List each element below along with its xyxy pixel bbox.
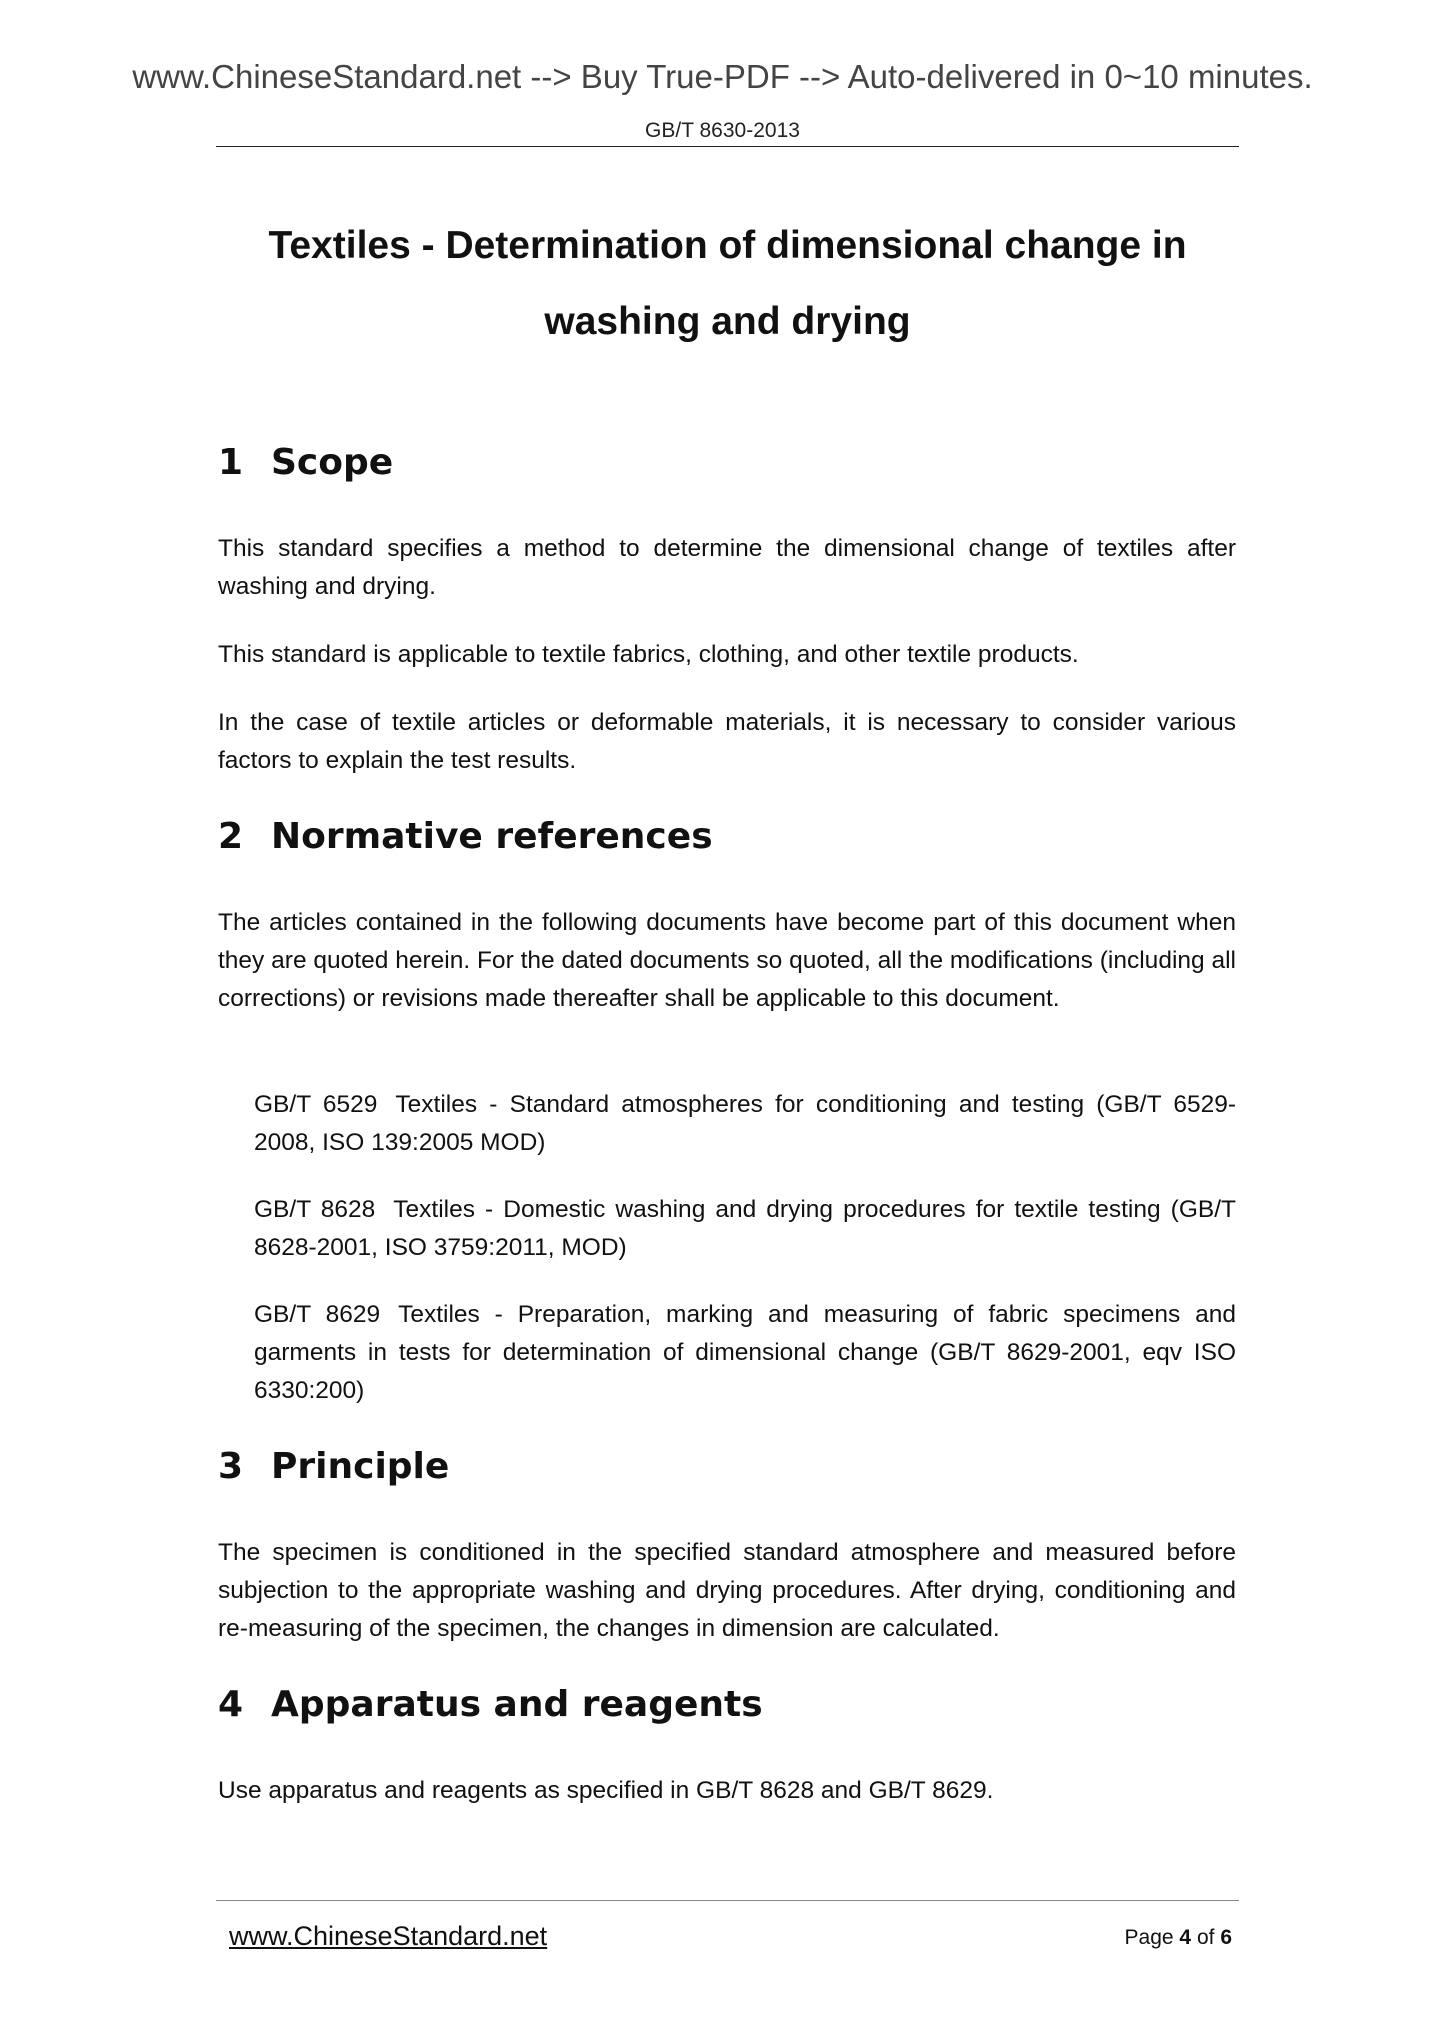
reference-text: Textiles - Standard atmospheres for conditioning and testing (GB/T 6529-2008, ISO 139:2005 MOD) <box>254 1091 1236 1156</box>
reference-text: Textiles - Domestic washing and drying procedures for textile testing (GB/T 8628-2001, ISO 3759:2011, MOD) <box>254 1196 1236 1261</box>
section-number: 3 <box>218 1446 244 1487</box>
section-number: 4 <box>218 1684 244 1725</box>
title-line-1: Textiles - Determination of dimensional change in <box>268 224 1187 267</box>
normative-intro-paragraph: The articles contained in the following documents have become part of this document when they are quoted herein. For the dated documents so quoted, all the modifications (including all corrections) or revisions made thereafter shall be applicable to this document. <box>218 909 1236 1012</box>
section-heading-apparatus <box>218 1684 763 1725</box>
page-total: 6 <box>1220 1926 1232 1949</box>
section-title: Scope <box>271 442 394 483</box>
reference-text: Textiles - Preparation, marking and measuring of fabric specimens and garments in tests for determination of dimensional change (GB/T 8629-2001, eqv ISO 6330:200) <box>254 1301 1236 1404</box>
section-heading-normative-references <box>218 816 713 857</box>
page-current: 4 <box>1179 1926 1192 1949</box>
title-line-2: washing and drying <box>544 300 911 343</box>
section-number: 1 <box>218 442 244 483</box>
footer-website-link[interactable]: www.ChineseStandard.net <box>229 1921 548 1951</box>
page-number <box>1125 1926 1232 1950</box>
page-label: Page <box>1124 1926 1174 1949</box>
section-title: Normative references <box>271 816 713 857</box>
page-title <box>216 208 1239 360</box>
section-title: Principle <box>271 1446 450 1487</box>
section-number: 2 <box>218 816 244 857</box>
section-heading-scope <box>218 442 393 483</box>
principle-paragraph: The specimen is conditioned in the specified standard atmosphere and measured before subjection to the appropriate washing and drying procedures. After drying, conditioning and re-measuring of the specimen, the changes in dimension are calculated. <box>218 1539 1236 1642</box>
header-divider <box>216 146 1239 147</box>
document-code: GB/T 8630-2013 <box>645 119 800 142</box>
scope-paragraph-2: This standard is applicable to textile fabrics, clothing, and other textile products. <box>218 641 1079 668</box>
reference-item <box>254 1086 1236 1162</box>
reference-code: GB/T 6529 <box>254 1091 378 1118</box>
footer-divider <box>216 1900 1239 1901</box>
reference-code: GB/T 8629 <box>254 1301 381 1328</box>
scope-paragraph-1: This standard specifies a method to determine the dimensional change of textiles after washing and drying. <box>218 535 1236 600</box>
apparatus-paragraph: Use apparatus and reagents as specified in GB/T 8628 and GB/T 8629. <box>218 1777 994 1804</box>
reference-item <box>254 1191 1236 1267</box>
reference-item <box>254 1296 1236 1410</box>
page-of: of <box>1196 1926 1215 1949</box>
section-heading-principle <box>218 1446 449 1487</box>
section-title: Apparatus and reagents <box>271 1684 763 1725</box>
top-banner: www.ChineseStandard.net --> Buy True-PDF --> Auto-delivered in 0~10 minutes. <box>132 58 1313 95</box>
reference-code: GB/T 8628 <box>254 1196 376 1223</box>
scope-paragraph-3: In the case of textile articles or deformable materials, it is necessary to consider various factors to explain the test results. <box>218 709 1236 774</box>
